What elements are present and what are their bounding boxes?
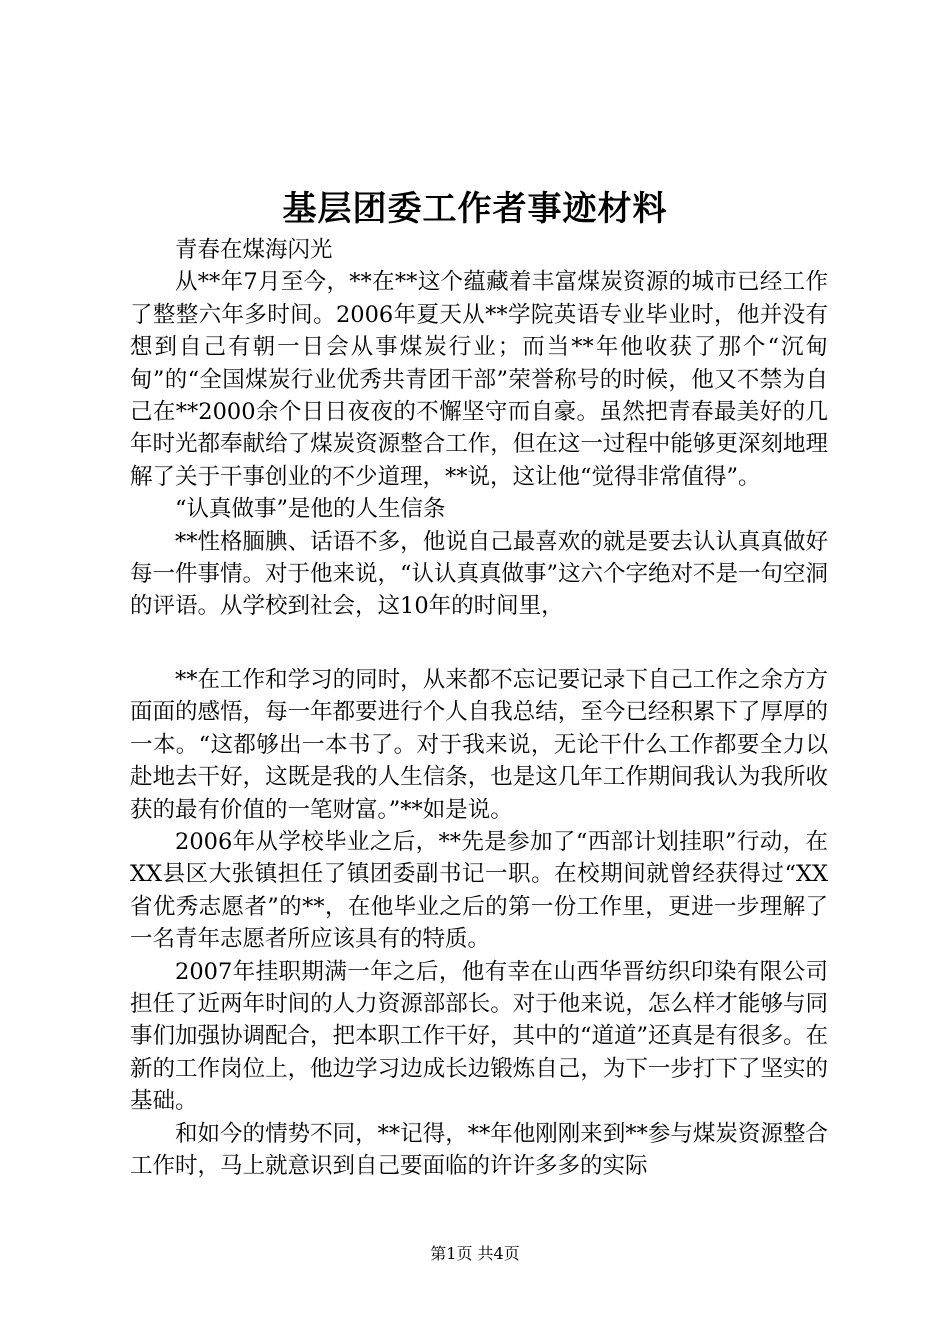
body-block-top: [130, 234, 828, 623]
body-block-bottom: [130, 664, 828, 1183]
page-footer: 第1页 共4页: [430, 1244, 520, 1263]
paragraph-3: **在工作和学习的同时，从来都不忘记要记录下自己工作之余方方面面的感悟，每一年都要进行个人自我总结，至今已经积累下了厚厚的一本。“这都够出一本书了。对于我来说，无论干什么工作都要全力以赴地去干好，这既是我的人生信条，也是这几年工作期间我认为我所收获的最有价值的一笔财富。”**如是说。: [130, 667, 828, 823]
section-heading-2: “认真做事”是他的人生信条: [175, 496, 446, 523]
paragraph-1: 从**年7月至今，**在**这个蕴藏着丰富煤炭资源的城市已经工作了整整六年多时间。2006年夏天从**学院英语专业毕业时，他并没有想到自己有朝一日会从事煤炭行业；而当**年他收获了那个“沉甸甸”的“全国煤炭行业优秀共青团干部”荣誉称号的时候，他又不禁为自己在**2000余个日日夜夜的不懈坚守而自豪。虽然把青春最美好的几年时光都奉献给了煤炭资源整合工作，但在这一过程中能够更深刻地理解了关于干事创业的不少道理，**说，这让他“觉得非常值得”。: [130, 269, 828, 490]
paragraph-6: 和如今的情势不同，**记得，**年他刚刚来到**参与煤炭资源整合工作时，马上就意识到自己要面临的许许多多的实际: [130, 1120, 828, 1180]
section-heading-1: 青春在煤海闪光: [175, 237, 333, 263]
paragraph-5: 2007年挂职期满一年之后，他有幸在山西华晋纺织印染有限公司担任了近两年时间的人力资源部部长。对于他来说，怎么样才能够与同事们加强协调配合，把本职工作干好，其中的“道道”还真是有很多。在新的工作岗位上，他边学习边成长边锻炼自己，为下一步打下了坚实的基础。: [130, 958, 829, 1115]
paragraph-4: 2006年从学校毕业之后，**先是参加了“西部计划挂职”行动，在XX县区大张镇担任了镇团委副书记一职。在校期间就曾经获得过“XX省优秀志愿者”的**，在他毕业之后的第一份工作里，更进一步理解了一名青年志愿者所应该具有的特质。: [130, 829, 828, 953]
paragraph-2: **性格腼腆、话语不多，他说自己最喜欢的就是要去认认真真做好每一件事情。对于他来说，“认认真真做事”这六个字绝对不是一句空洞的评语。从学校到社会，这10年的时间里，: [130, 528, 829, 620]
document-title: 基层团委工作者事迹材料: [282, 189, 668, 229]
